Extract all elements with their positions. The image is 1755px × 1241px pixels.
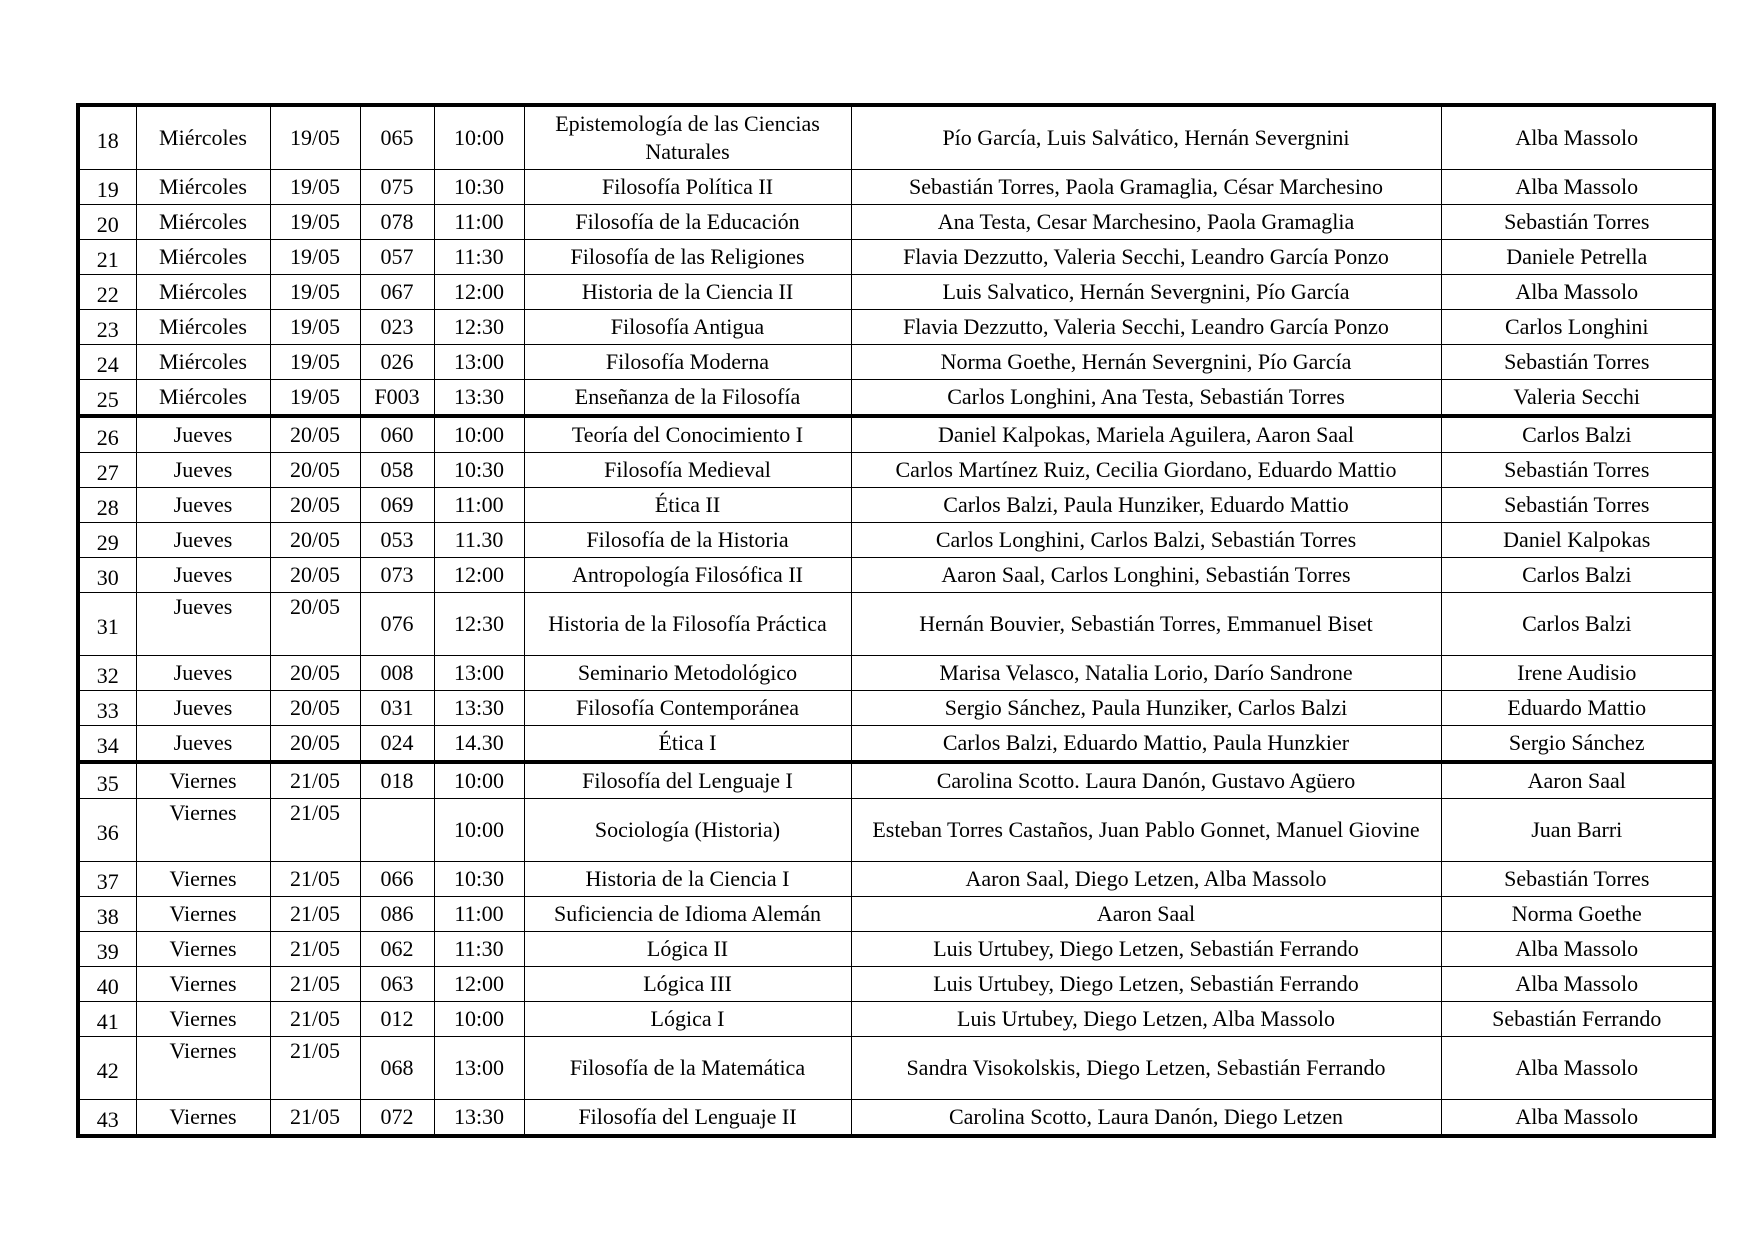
day-cell: Jueves	[136, 523, 270, 558]
day-cell: Jueves	[136, 488, 270, 523]
table-row	[78, 656, 1714, 691]
table-row	[78, 170, 1714, 205]
time-cell: 11:30	[434, 932, 524, 967]
substitute-cell: Juan Barri	[1441, 799, 1714, 862]
row-number: 38	[78, 897, 136, 932]
course-code-cell: 060	[360, 416, 434, 453]
date-cell: 20/05	[270, 558, 360, 593]
date-cell: 20/05	[270, 691, 360, 726]
course-code-cell: 023	[360, 310, 434, 345]
time-cell: 13:30	[434, 1100, 524, 1137]
substitute-cell: Alba Massolo	[1441, 967, 1714, 1002]
subject-cell: Historia de la Ciencia II	[524, 275, 851, 310]
date-cell: 19/05	[270, 380, 360, 417]
substitute-cell: Sergio Sánchez	[1441, 726, 1714, 763]
date-cell: 21/05	[270, 1100, 360, 1137]
row-number: 32	[78, 656, 136, 691]
row-number: 33	[78, 691, 136, 726]
row-number: 35	[78, 762, 136, 799]
course-code-cell: 076	[360, 593, 434, 656]
row-number: 28	[78, 488, 136, 523]
time-cell: 12:00	[434, 558, 524, 593]
time-cell: 14.30	[434, 726, 524, 763]
time-cell: 10:30	[434, 862, 524, 897]
examiners-cell: Carlos Balzi, Paula Hunziker, Eduardo Mattio	[851, 488, 1441, 523]
subject-cell: Filosofía de las Religiones	[524, 240, 851, 275]
table-row	[78, 967, 1714, 1002]
substitute-cell: Sebastián Torres	[1441, 345, 1714, 380]
course-code-cell: 066	[360, 862, 434, 897]
substitute-cell: Sebastián Torres	[1441, 488, 1714, 523]
row-number: 31	[78, 593, 136, 656]
course-code-cell: 068	[360, 1037, 434, 1100]
table-row	[78, 453, 1714, 488]
day-cell: Viernes	[136, 762, 270, 799]
table-row	[78, 416, 1714, 453]
substitute-cell: Carlos Balzi	[1441, 416, 1714, 453]
course-code-cell: 062	[360, 932, 434, 967]
table-row	[78, 1002, 1714, 1037]
time-cell: 12:30	[434, 310, 524, 345]
date-cell: 21/05	[270, 897, 360, 932]
examiners-cell: Aaron Saal	[851, 897, 1441, 932]
subject-cell: Lógica I	[524, 1002, 851, 1037]
subject-cell: Lógica III	[524, 967, 851, 1002]
table-row	[78, 380, 1714, 417]
subject-cell: Ética I	[524, 726, 851, 763]
time-cell: 12:00	[434, 275, 524, 310]
date-cell: 19/05	[270, 240, 360, 275]
table-row	[78, 593, 1714, 656]
row-number: 43	[78, 1100, 136, 1137]
time-cell: 10:30	[434, 453, 524, 488]
day-cell: Viernes	[136, 1002, 270, 1037]
table-row	[78, 1100, 1714, 1137]
row-number: 42	[78, 1037, 136, 1100]
time-cell: 11:00	[434, 205, 524, 240]
row-number: 24	[78, 345, 136, 380]
time-cell: 10:00	[434, 762, 524, 799]
day-cell: Viernes	[136, 897, 270, 932]
row-number: 27	[78, 453, 136, 488]
subject-cell: Historia de la Ciencia I	[524, 862, 851, 897]
row-number: 25	[78, 380, 136, 417]
date-cell: 21/05	[270, 799, 360, 862]
day-cell: Viernes	[136, 862, 270, 897]
day-cell: Miércoles	[136, 240, 270, 275]
subject-cell: Historia de la Filosofía Práctica	[524, 593, 851, 656]
day-cell: Miércoles	[136, 275, 270, 310]
exam-schedule-table	[76, 103, 1716, 1138]
date-cell: 21/05	[270, 967, 360, 1002]
course-code-cell: 057	[360, 240, 434, 275]
table-row	[78, 205, 1714, 240]
substitute-cell: Alba Massolo	[1441, 1037, 1714, 1100]
examiners-cell: Carlos Longhini, Ana Testa, Sebastián Torres	[851, 380, 1441, 417]
table-row	[78, 488, 1714, 523]
date-cell: 21/05	[270, 1037, 360, 1100]
day-cell: Jueves	[136, 416, 270, 453]
row-number: 26	[78, 416, 136, 453]
day-cell: Jueves	[136, 726, 270, 763]
examiners-cell: Hernán Bouvier, Sebastián Torres, Emmanuel Biset	[851, 593, 1441, 656]
subject-cell: Suficiencia de Idioma Alemán	[524, 897, 851, 932]
row-number: 20	[78, 205, 136, 240]
day-cell: Jueves	[136, 453, 270, 488]
subject-cell: Filosofía de la Historia	[524, 523, 851, 558]
subject-cell: Sociología (Historia)	[524, 799, 851, 862]
row-number: 19	[78, 170, 136, 205]
substitute-cell: Carlos Balzi	[1441, 558, 1714, 593]
date-cell: 19/05	[270, 205, 360, 240]
day-cell: Miércoles	[136, 170, 270, 205]
table-row	[78, 862, 1714, 897]
time-cell: 11:00	[434, 488, 524, 523]
examiners-cell: Luis Urtubey, Diego Letzen, Sebastián Ferrando	[851, 967, 1441, 1002]
row-number: 21	[78, 240, 136, 275]
course-code-cell: 069	[360, 488, 434, 523]
day-cell: Miércoles	[136, 380, 270, 417]
table-row	[78, 240, 1714, 275]
row-number: 34	[78, 726, 136, 763]
substitute-cell: Sebastián Torres	[1441, 453, 1714, 488]
date-cell: 20/05	[270, 453, 360, 488]
course-code-cell: 031	[360, 691, 434, 726]
examiners-cell: Luis Urtubey, Diego Letzen, Alba Massolo	[851, 1002, 1441, 1037]
examiners-cell: Pío García, Luis Salvático, Hernán Severgnini	[851, 105, 1441, 170]
substitute-cell: Alba Massolo	[1441, 1100, 1714, 1137]
date-cell: 21/05	[270, 762, 360, 799]
day-cell: Miércoles	[136, 310, 270, 345]
substitute-cell: Norma Goethe	[1441, 897, 1714, 932]
row-number: 41	[78, 1002, 136, 1037]
course-code-cell: 073	[360, 558, 434, 593]
table-row	[78, 105, 1714, 170]
substitute-cell: Daniele Petrella	[1441, 240, 1714, 275]
course-code-cell: 026	[360, 345, 434, 380]
subject-cell: Ética II	[524, 488, 851, 523]
time-cell: 11:30	[434, 240, 524, 275]
substitute-cell: Sebastián Torres	[1441, 205, 1714, 240]
row-number: 37	[78, 862, 136, 897]
course-code-cell	[360, 799, 434, 862]
day-cell: Viernes	[136, 1037, 270, 1100]
time-cell: 12:00	[434, 967, 524, 1002]
date-cell: 21/05	[270, 932, 360, 967]
subject-cell: Filosofía del Lenguaje I	[524, 762, 851, 799]
subject-cell: Lógica II	[524, 932, 851, 967]
table-row	[78, 691, 1714, 726]
time-cell: 13:00	[434, 656, 524, 691]
table-row	[78, 310, 1714, 345]
subject-cell: Filosofía Política II	[524, 170, 851, 205]
time-cell: 10:00	[434, 1002, 524, 1037]
examiners-cell: Flavia Dezzutto, Valeria Secchi, Leandro García Ponzo	[851, 240, 1441, 275]
substitute-cell: Eduardo Mattio	[1441, 691, 1714, 726]
time-cell: 13:30	[434, 691, 524, 726]
course-code-cell: 012	[360, 1002, 434, 1037]
day-cell: Miércoles	[136, 205, 270, 240]
row-number: 29	[78, 523, 136, 558]
subject-cell: Enseñanza de la Filosofía	[524, 380, 851, 417]
time-cell: 11:00	[434, 897, 524, 932]
day-cell: Miércoles	[136, 345, 270, 380]
schedule-body	[78, 105, 1714, 1136]
examiners-cell: Carlos Longhini, Carlos Balzi, Sebastián Torres	[851, 523, 1441, 558]
examiners-cell: Flavia Dezzutto, Valeria Secchi, Leandro García Ponzo	[851, 310, 1441, 345]
table-row	[78, 275, 1714, 310]
table-row	[78, 897, 1714, 932]
subject-cell: Seminario Metodológico	[524, 656, 851, 691]
substitute-cell: Valeria Secchi	[1441, 380, 1714, 417]
subject-cell: Epistemología de las Ciencias Naturales	[524, 105, 851, 170]
examiners-cell: Sandra Visokolskis, Diego Letzen, Sebastián Ferrando	[851, 1037, 1441, 1100]
subject-cell: Teoría del Conocimiento I	[524, 416, 851, 453]
table-row	[78, 345, 1714, 380]
examiners-cell: Carolina Scotto, Laura Danón, Diego Letzen	[851, 1100, 1441, 1137]
table-row	[78, 799, 1714, 862]
date-cell: 20/05	[270, 656, 360, 691]
substitute-cell: Alba Massolo	[1441, 170, 1714, 205]
examiners-cell: Norma Goethe, Hernán Severgnini, Pío García	[851, 345, 1441, 380]
subject-cell: Filosofía del Lenguaje II	[524, 1100, 851, 1137]
examiners-cell: Aaron Saal, Carlos Longhini, Sebastián Torres	[851, 558, 1441, 593]
table-row	[78, 726, 1714, 763]
course-code-cell: 075	[360, 170, 434, 205]
course-code-cell: 086	[360, 897, 434, 932]
day-cell: Jueves	[136, 656, 270, 691]
subject-cell: Antropología Filosófica II	[524, 558, 851, 593]
subject-cell: Filosofía Medieval	[524, 453, 851, 488]
row-number: 22	[78, 275, 136, 310]
substitute-cell: Carlos Longhini	[1441, 310, 1714, 345]
date-cell: 19/05	[270, 170, 360, 205]
examiners-cell: Marisa Velasco, Natalia Lorio, Darío Sandrone	[851, 656, 1441, 691]
table-row	[78, 1037, 1714, 1100]
table-row	[78, 932, 1714, 967]
examiners-cell: Sergio Sánchez, Paula Hunziker, Carlos Balzi	[851, 691, 1441, 726]
subject-cell: Filosofía Contemporánea	[524, 691, 851, 726]
subject-cell: Filosofía de la Matemática	[524, 1037, 851, 1100]
day-cell: Viernes	[136, 1100, 270, 1137]
substitute-cell: Alba Massolo	[1441, 275, 1714, 310]
day-cell: Jueves	[136, 558, 270, 593]
date-cell: 20/05	[270, 593, 360, 656]
examiners-cell: Daniel Kalpokas, Mariela Aguilera, Aaron Saal	[851, 416, 1441, 453]
subject-cell: Filosofía Antigua	[524, 310, 851, 345]
substitute-cell: Alba Massolo	[1441, 105, 1714, 170]
day-cell: Miércoles	[136, 105, 270, 170]
row-number: 23	[78, 310, 136, 345]
course-code-cell: 072	[360, 1100, 434, 1137]
time-cell: 13:00	[434, 1037, 524, 1100]
course-code-cell: 078	[360, 205, 434, 240]
examiners-cell: Sebastián Torres, Paola Gramaglia, César Marchesino	[851, 170, 1441, 205]
date-cell: 19/05	[270, 275, 360, 310]
subject-cell: Filosofía de la Educación	[524, 205, 851, 240]
date-cell: 20/05	[270, 726, 360, 763]
course-code-cell: 024	[360, 726, 434, 763]
time-cell: 11.30	[434, 523, 524, 558]
course-code-cell: 065	[360, 105, 434, 170]
date-cell: 19/05	[270, 310, 360, 345]
row-number: 36	[78, 799, 136, 862]
course-code-cell: 018	[360, 762, 434, 799]
course-code-cell: F003	[360, 380, 434, 417]
examiners-cell: Ana Testa, Cesar Marchesino, Paola Gramaglia	[851, 205, 1441, 240]
table-row	[78, 762, 1714, 799]
time-cell: 13:00	[434, 345, 524, 380]
row-number: 39	[78, 932, 136, 967]
date-cell: 21/05	[270, 1002, 360, 1037]
examiners-cell: Luis Salvatico, Hernán Severgnini, Pío García	[851, 275, 1441, 310]
subject-cell: Filosofía Moderna	[524, 345, 851, 380]
day-cell: Jueves	[136, 691, 270, 726]
time-cell: 12:30	[434, 593, 524, 656]
course-code-cell: 063	[360, 967, 434, 1002]
time-cell: 10:00	[434, 416, 524, 453]
substitute-cell: Alba Massolo	[1441, 932, 1714, 967]
day-cell: Viernes	[136, 932, 270, 967]
course-code-cell: 008	[360, 656, 434, 691]
substitute-cell: Aaron Saal	[1441, 762, 1714, 799]
examiners-cell: Carlos Balzi, Eduardo Mattio, Paula Hunzkier	[851, 726, 1441, 763]
row-number: 18	[78, 105, 136, 170]
day-cell: Viernes	[136, 799, 270, 862]
table-row	[78, 558, 1714, 593]
substitute-cell: Carlos Balzi	[1441, 593, 1714, 656]
course-code-cell: 058	[360, 453, 434, 488]
time-cell: 10:00	[434, 799, 524, 862]
day-cell: Viernes	[136, 967, 270, 1002]
time-cell: 10:30	[434, 170, 524, 205]
row-number: 40	[78, 967, 136, 1002]
day-cell: Jueves	[136, 593, 270, 656]
date-cell: 21/05	[270, 862, 360, 897]
date-cell: 20/05	[270, 416, 360, 453]
row-number: 30	[78, 558, 136, 593]
date-cell: 19/05	[270, 345, 360, 380]
substitute-cell: Daniel Kalpokas	[1441, 523, 1714, 558]
examiners-cell: Luis Urtubey, Diego Letzen, Sebastián Ferrando	[851, 932, 1441, 967]
substitute-cell: Sebastián Ferrando	[1441, 1002, 1714, 1037]
substitute-cell: Sebastián Torres	[1441, 862, 1714, 897]
examiners-cell: Aaron Saal, Diego Letzen, Alba Massolo	[851, 862, 1441, 897]
course-code-cell: 053	[360, 523, 434, 558]
course-code-cell: 067	[360, 275, 434, 310]
examiners-cell: Carlos Martínez Ruiz, Cecilia Giordano, Eduardo Mattio	[851, 453, 1441, 488]
substitute-cell: Irene Audisio	[1441, 656, 1714, 691]
date-cell: 20/05	[270, 488, 360, 523]
date-cell: 20/05	[270, 523, 360, 558]
table-row	[78, 523, 1714, 558]
examiners-cell: Carolina Scotto. Laura Danón, Gustavo Agüero	[851, 762, 1441, 799]
time-cell: 10:00	[434, 105, 524, 170]
examiners-cell: Esteban Torres Castaños, Juan Pablo Gonnet, Manuel Giovine	[851, 799, 1441, 862]
time-cell: 13:30	[434, 380, 524, 417]
date-cell: 19/05	[270, 105, 360, 170]
